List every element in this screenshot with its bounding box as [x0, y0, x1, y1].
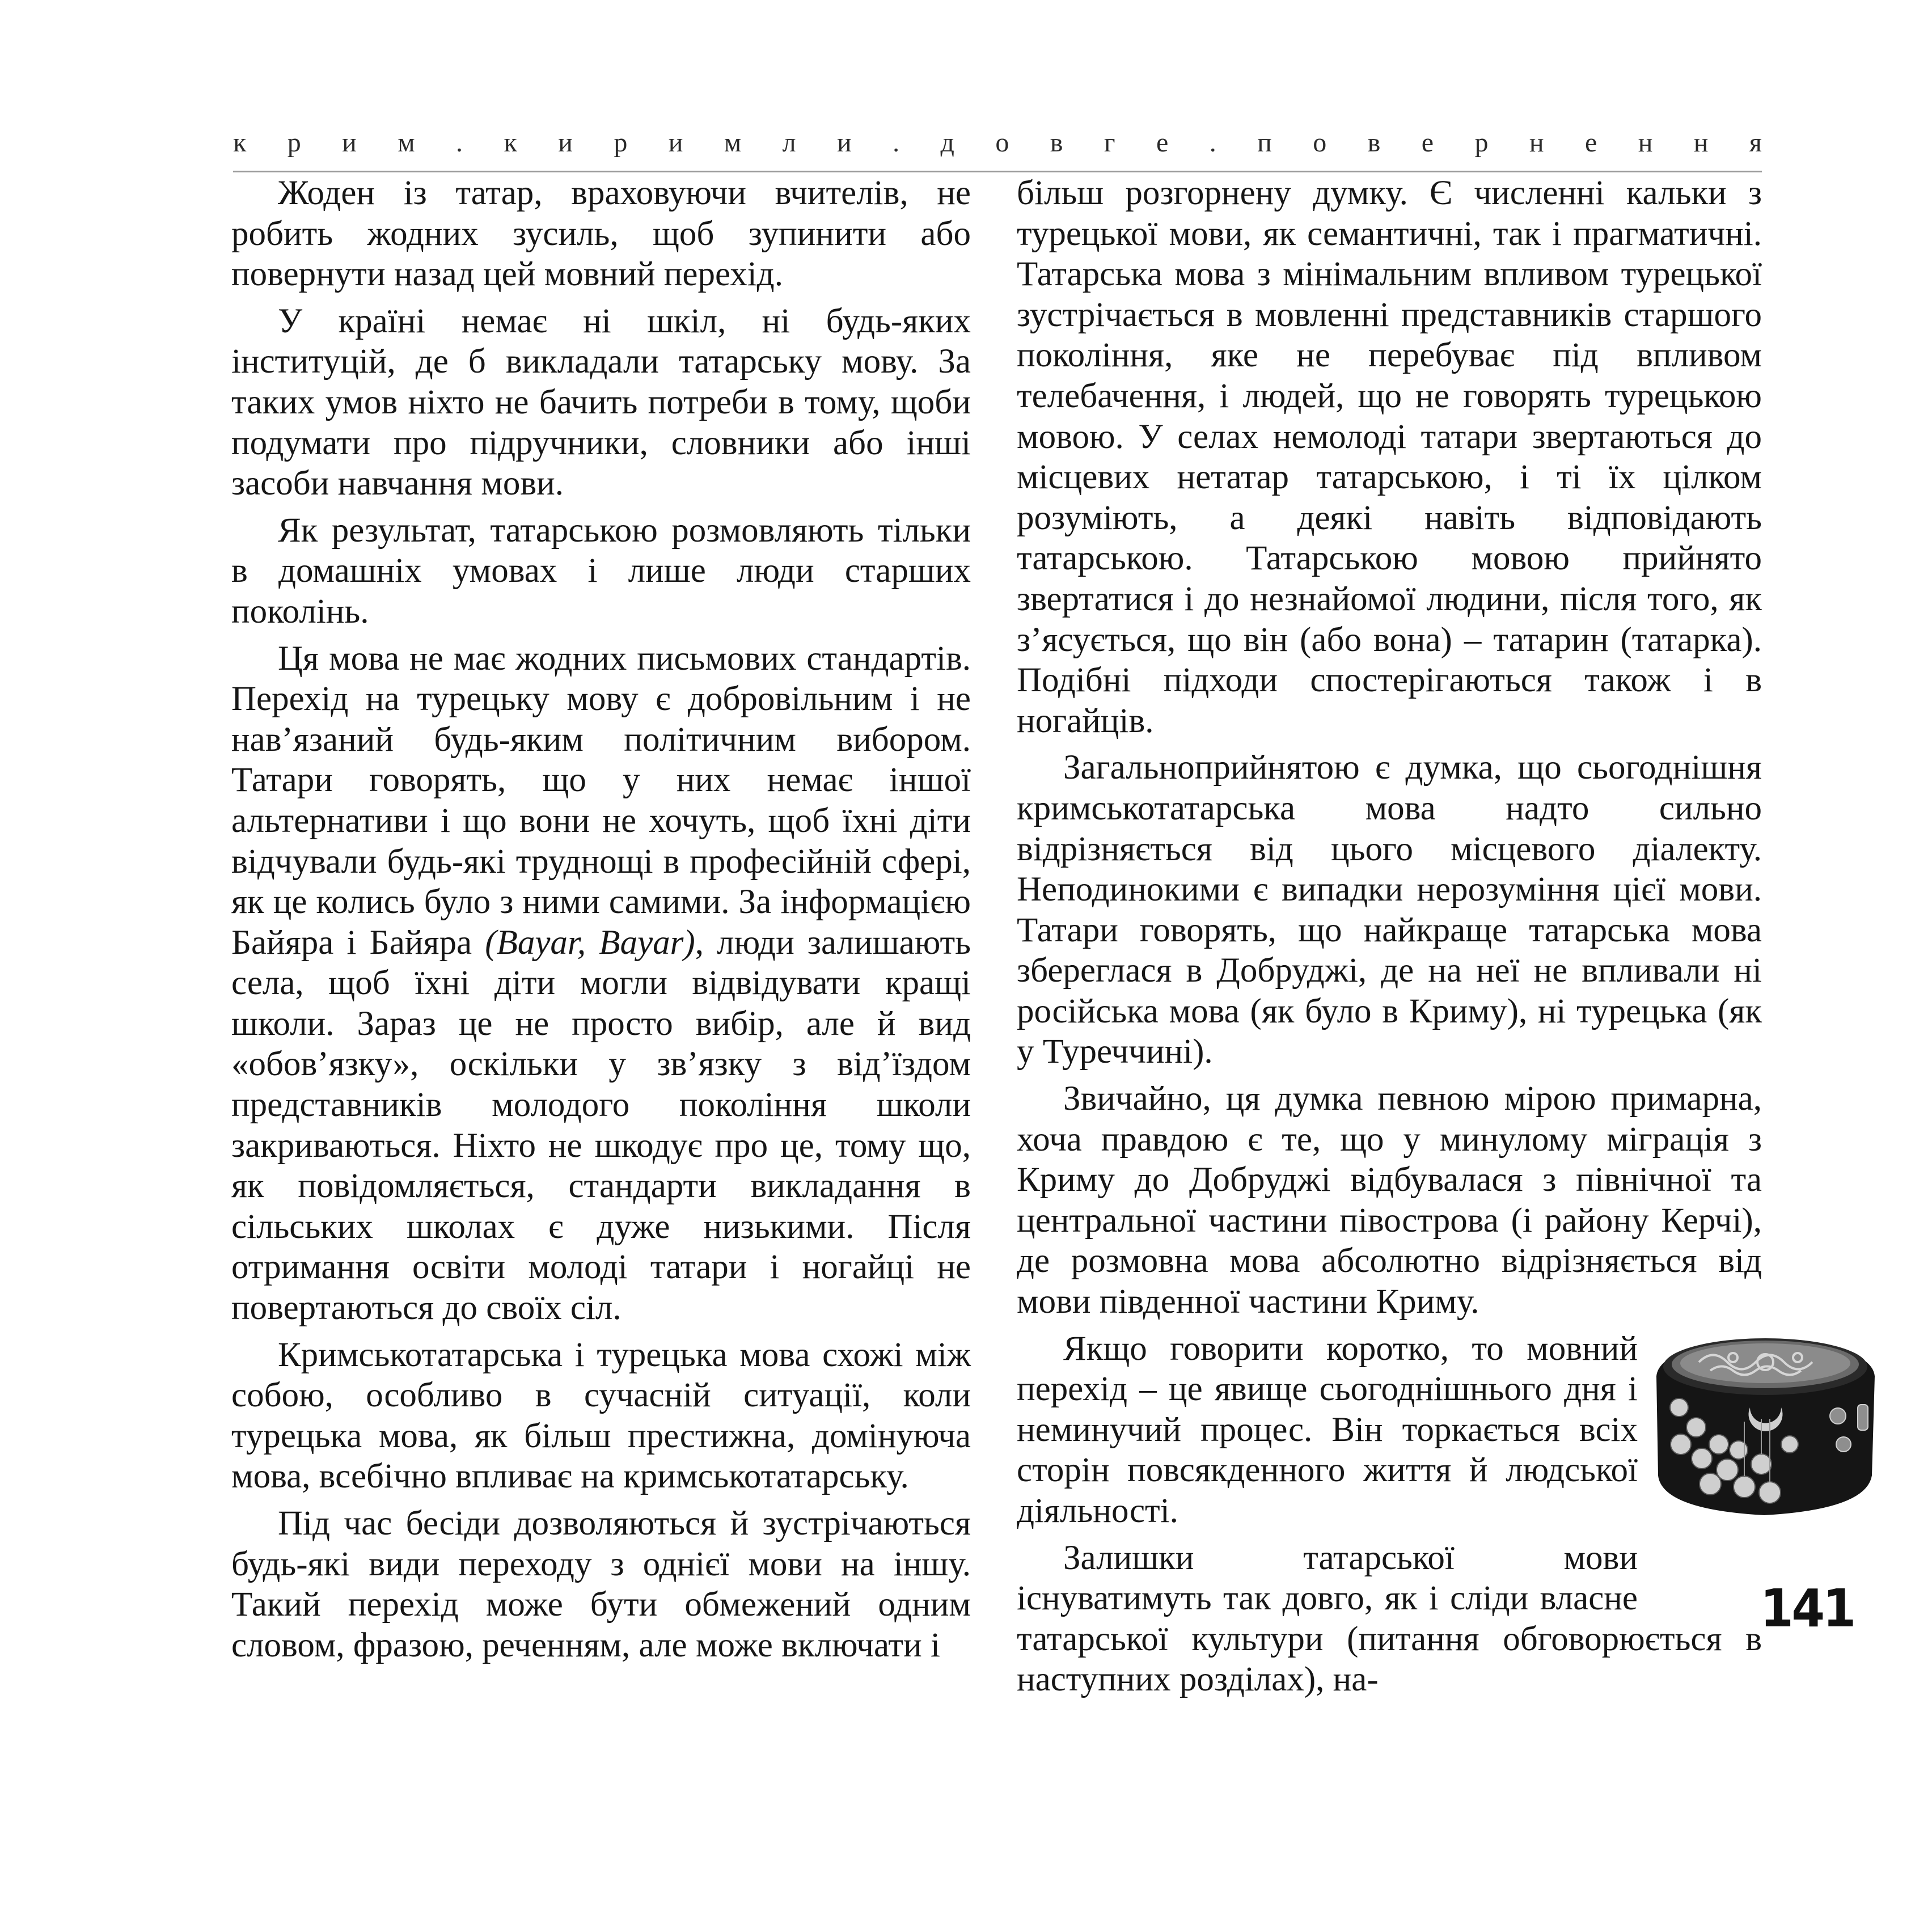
- left-paragraph-4-text-b: , люди залишають села, щоб їхні діти могли відвідувати кращі школи. Зараз це не просто вибір, але й вид «обов’язку», оскільки у зв’язку з від’їздом представників молодого покоління школи закриваються. Ніхто не шкодує про це, тому що, як повідомляється, стандарти викладання в сільських школах є дуже низькими. Після отримання освіти молоді татари і ногайці не повертаються до своїх сіл.: [231, 923, 971, 1328]
- right-paragraph-1: більш розгорнену думку. Є численні кальки з турецької мови, як семантичні, так і прагматичні. Татарська мова з мінімальним впливом турецької зустрічається в мовленні представників старшого покоління, яке не перебуває під впливом телебачення, і людей, що не говорять турецькою мовою. У селах немолоді татари звертаються до місцевих нетатар татарською, і ті їх цілком розуміють, а деякі навіть відповідають татарською. Татарською мовою прийнято звертатися і до незнайомої людини, після того, як з’ясується, що він (або вона) – татарин (татарка). Подібні підходи спостерігаються також і в ногайців.: [1017, 174, 1762, 740]
- left-paragraph-4-text-a: Ця мова не має жодних письмових стандартів. Перехід на турецьку мову є добровільним і не нав’язаний будь-яким політичним вибором. Татари говорять, що у них немає іншої альтернативи і що вони не хочуть, щоб їхні діти відчували будь-які труднощі в професійній сфері, як це колись було з ними самими. За інформацією Байяра і Байяра: [231, 639, 971, 962]
- right-paragraph-5: Залишки татарської мови існуватимуть так довго, як і сліди власне татарської культури (питання обговорюється в наступних розділах), на-: [1017, 1538, 1762, 1699]
- left-paragraph-6: Під час бесіди дозволяються й зустрічаються будь-які види переходу з однієї мови на іншу. Такий перехід може бути обмежений одним словом, фразою, реченням, але може включати і: [231, 1504, 971, 1664]
- right-paragraph-3-text: Звичайно, ця думка певною мірою примарна, хоча правдою є те, що у минулому міграція з Криму до Добруджі відбувалася з північної та центральної частини півострова (і району Керчі), де розмовна мова абсолютно відрізняється від мови південної частини Криму.: [1017, 1080, 1762, 1321]
- left-paragraph-1: Жоден із татар, враховуючи вчителів, не робить жодних зусиль, щоб зупинити або повернути назад цей мовний перехід.: [231, 174, 971, 294]
- left-paragraph-3: Як результат, татарською розмовляють тільки в домашніх умовах і лише люди старших поколінь.: [231, 511, 971, 631]
- left-paragraph-5: Кримськотатарська і турецька мова схожі між собою, особливо в сучасній ситуації, коли турецька мова, як більш престижна, домінуюча мова, всебічно впливає на кримськотатарську.: [231, 1335, 971, 1496]
- page-number: 141: [1760, 1578, 1854, 1639]
- right-paragraph-4: Якщо говорити коротко, то мовний перехід – це явище сьогоднішнього дня і неминучий процес. Він торкається всіх сторін повсякденного життя й людської діяльності.: [1017, 1329, 1638, 1530]
- running-header: к р и м . к и р и м л и . д о в г е . п о в е р н е н н я: [233, 128, 1762, 158]
- left-paragraph-4: [231, 639, 971, 1329]
- right-paragraph-2: Загальноприйнятою є думка, що сьогоднішня кримськотатарська мова надто сильно відрізняється від цього місцевого діалекту. Неподинокими є випадки нерозуміння цієї мови. Татари говорять, що найкраще татарська мова збереглася в Добруджі, де на неї не впливали ні російська мова (як було в Криму), ні турецька (як у Туреччині).: [1017, 749, 1762, 1071]
- header-rule: [233, 171, 1762, 172]
- right-paragraph-3: [1017, 1079, 1762, 1322]
- left-column: [231, 173, 971, 1672]
- citation-italic: (Bayar, Bayar): [485, 923, 695, 962]
- coin-decorated-cap-icon: [1648, 1322, 1883, 1527]
- left-paragraph-2: У країні немає ні шкіл, ні будь-яких інституцій, де б викладали татарську мову. За таких умов ніхто не бачить потреби в тому, щоби подумати про підручники, словники або інші засоби навчання мови.: [231, 302, 971, 503]
